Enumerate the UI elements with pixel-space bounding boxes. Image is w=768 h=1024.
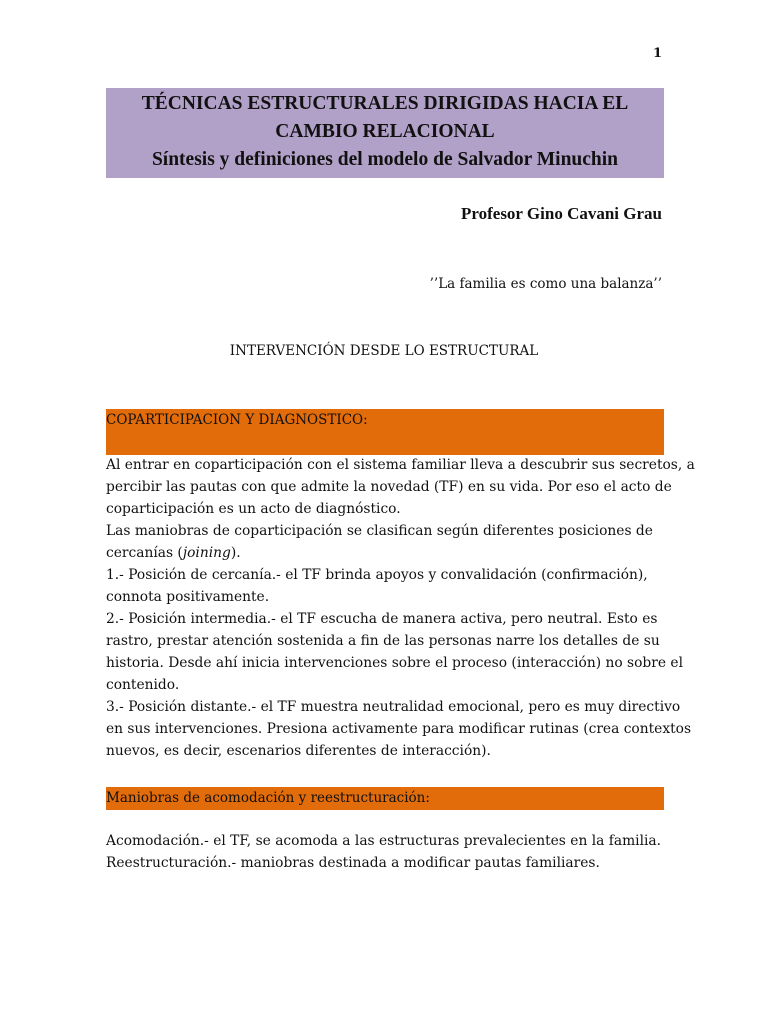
text-line: nuevos, es decir, escenarios diferentes de interacción). [106, 743, 491, 759]
text-line: coparticipación es un acto de diagnóstico. [106, 501, 401, 517]
joining-term: joining [182, 545, 231, 561]
text-line: Las maniobras de coparticipación se clasifican según diferentes posiciones de [106, 523, 653, 539]
text-line: contenido. [106, 677, 180, 693]
acomodacion-paragraph [106, 830, 668, 874]
title-line-1: TÉCNICAS ESTRUCTURALES DIRIGIDAS HACIA EL [141, 93, 629, 114]
text-line: rastro, prestar atención sostenida a fin de las personas narre los detalles de su [106, 633, 660, 649]
text-line: historia. Desde ahí inicia intervenciones sobre el proceso (interacción) no sobre el [106, 655, 683, 671]
text-line: 3.- Posición distante.- el TF muestra neutralidad emocional, pero es muy directivo [106, 699, 681, 715]
title-line-2: CAMBIO RELACIONAL [275, 121, 495, 142]
epigraph-quote: ’’La familia es como una balanza’’ [429, 276, 662, 292]
text-line: Reestructuración.- maniobras destinada a modificar pautas familiares. [106, 855, 600, 871]
section-heading: INTERVENCIÓN DESDE LO ESTRUCTURAL [229, 343, 539, 359]
page-number: 1 [652, 46, 662, 61]
text-line: 2.- Posición intermedia.- el TF escucha de manera activa, pero neutral. Esto es [106, 611, 658, 627]
text-fragment: ). [230, 545, 241, 561]
acomodacion-heading-bar: Maniobras de acomodación y reestructuración: [106, 787, 664, 810]
title-subtitle: Síntesis y definiciones del modelo de Salvador Minuchin [151, 149, 619, 170]
author-name: Profesor Gino Cavani Grau [460, 204, 662, 223]
text-line: connota positivamente. [106, 589, 270, 605]
text-line: Acomodación.- el TF, se acomoda a las estructuras prevalecientes en la familia. [106, 833, 662, 849]
text-line: percibir las pautas con que admite la novedad (TF) en su vida. Por eso el acto de [106, 479, 672, 495]
document-title-box [106, 88, 664, 178]
text-line: 1.- Posición de cercanía.- el TF brinda apoyos y convalidación (confirmación), [106, 567, 648, 583]
text-line [106, 542, 668, 564]
coparticipacion-heading-bar: COPARTICIPACION Y DIAGNOSTICO: [106, 409, 664, 455]
coparticipacion-paragraph [106, 454, 695, 762]
text-fragment: cercanías ( [106, 545, 183, 561]
text-line: Al entrar en coparticipación con el sistema familiar lleva a descubrir sus secretos, a [106, 457, 695, 473]
text-line: en sus intervenciones. Presiona activamente para modificar rutinas (crea contextos [106, 721, 692, 737]
